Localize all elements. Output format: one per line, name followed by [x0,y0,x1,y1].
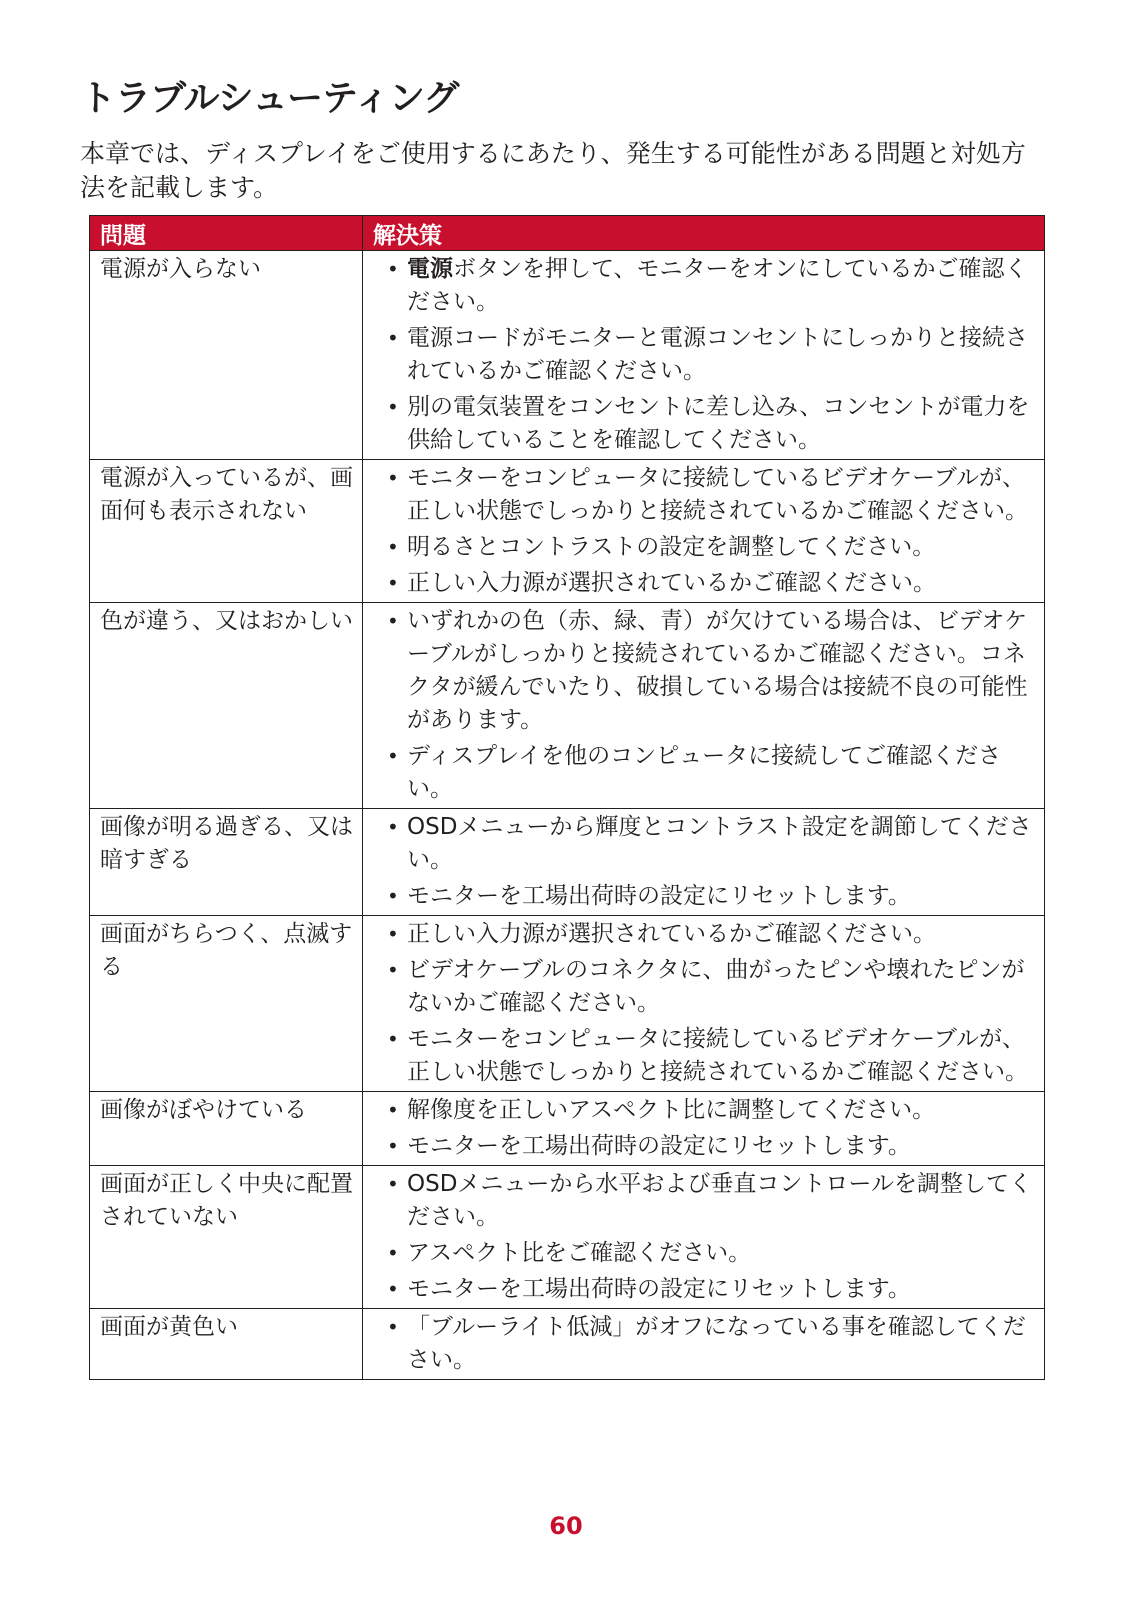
solution-text: モニターを工場出荷時の設定にリセットします。 [407,1276,911,1302]
solution-item [381,1023,1038,1089]
solution-emphasis: 電源 [407,256,453,282]
problem-text: 画面が正しく中央に配置されていない [100,1171,353,1230]
bullet-icon: • [387,744,399,768]
solution-list [373,1168,1038,1306]
bullet-icon: • [387,1315,399,1339]
solution-text: ボタンを押して、モニターをオンにしているかご確認ください。 [407,256,1028,315]
bullet-icon: • [387,571,399,595]
bullet-icon: • [387,884,399,908]
solution-item [381,811,1038,877]
solution-text: モニターを工場出荷時の設定にリセットします。 [407,1133,911,1159]
bullet-icon: • [387,1027,399,1051]
solution-list [373,253,1038,457]
table-row [90,251,1045,460]
solution-item [381,253,1038,319]
bullet-icon: • [387,815,399,839]
problem-text: 画面が黄色い [100,1314,238,1340]
solution-list [373,605,1038,806]
solution-list [373,1311,1038,1377]
solution-list [373,1094,1038,1163]
solution-text: ディスプレイを他のコンピュータに接続してご確認ください。 [407,743,1002,802]
solution-text: 正しい入力源が選択されているかご確認ください。 [407,570,936,596]
solution-cell [363,1092,1045,1166]
solution-text: 明るさとコントラストの設定を調整してください。 [407,534,936,560]
table-row [90,1166,1045,1309]
solution-item [381,605,1038,737]
bullet-icon: • [387,922,399,946]
solution-text: モニターを工場出荷時の設定にリセットします。 [407,883,911,909]
table-row [90,809,1045,916]
solution-item [381,1273,1038,1306]
intro-paragraph: 本章では、ディスプレイをご使用するにあたり、発生する可能性がある問題と対処方法を記載します。 [80,139,1026,202]
table-row [90,603,1045,809]
bullet-icon: • [387,1098,399,1122]
bullet-icon: • [387,1134,399,1158]
solution-list [373,462,1038,600]
problem-cell [90,251,363,460]
page-number: 60 [549,1512,583,1540]
solution-cell [363,809,1045,916]
problem-text: 電源が入っているが、画面何も表示されない [100,465,353,524]
solution-text: 別の電気装置をコンセントに差し込み、コンセントが電力を供給していることを確認してください。 [407,394,1030,453]
table-row [90,1309,1045,1380]
bullet-icon: • [387,958,399,982]
header-problem: 問題 [90,216,363,251]
solution-cell [363,460,1045,603]
problem-cell [90,1309,363,1380]
bullet-icon: • [387,1277,399,1301]
problem-cell [90,916,363,1092]
page-title: トラブルシューティング [80,78,459,119]
solution-item [381,531,1038,564]
solution-cell [363,1309,1045,1380]
solution-item [381,918,1038,951]
solution-text: アスペクト比をご確認ください。 [407,1240,752,1266]
solution-text: 電源コードがモニターと電源コンセントにしっかりと接続されているかご確認ください。 [407,325,1028,384]
solution-item [381,1130,1038,1163]
solution-item [381,954,1038,1020]
solution-text: ビデオケーブルのコネクタに、曲がったピンや壊れたピンがないかご確認ください。 [407,957,1025,1016]
table-row [90,1092,1045,1166]
problem-cell [90,809,363,916]
problem-text: 色が違う、又はおかしい [100,608,353,634]
bullet-icon: • [387,257,399,281]
solution-item [381,1094,1038,1127]
solution-item [381,322,1038,388]
solution-list [373,811,1038,913]
troubleshooting-table [89,215,1045,1380]
solution-text: OSDメニューから輝度とコントラスト設定を調節してください。 [407,814,1032,873]
solution-text: モニターをコンピュータに接続しているビデオケーブルが、正しい状態でしっかりと接続されているかご確認ください。 [407,465,1028,524]
solution-text: モニターをコンピュータに接続しているビデオケーブルが、正しい状態でしっかりと接続されているかご確認ください。 [407,1026,1028,1085]
problem-text: 画面がちらつく、点滅する [100,921,353,980]
solution-item [381,740,1038,806]
bullet-icon: • [387,395,399,419]
bullet-icon: • [387,609,399,633]
bullet-icon: • [387,1241,399,1265]
solution-cell [363,1166,1045,1309]
solution-text: 「ブルーライト低減」がオフになっている事を確認してください。 [407,1314,1026,1373]
solution-cell [363,603,1045,809]
header-solution: 解決策 [363,216,1045,251]
solution-cell [363,251,1045,460]
bullet-icon: • [387,466,399,490]
solution-text: 正しい入力源が選択されているかご確認ください。 [407,921,936,947]
solution-text: 解像度を正しいアスペクト比に調整してください。 [407,1097,936,1123]
solution-list [373,918,1038,1089]
problem-text: 電源が入らない [100,256,261,282]
solution-item [381,880,1038,913]
solution-cell [363,916,1045,1092]
solution-item [381,1168,1038,1234]
bullet-icon: • [387,535,399,559]
table-row [90,916,1045,1092]
solution-text: いずれかの色（赤、緑、青）が欠けている場合は、ビデオケーブルがしっかりと接続されているかご確認ください。コネクタが緩んでいたり、破損している場合は接続不良の可能性があります。 [407,608,1028,733]
solution-item [381,1237,1038,1270]
problem-cell [90,1092,363,1166]
solution-item [381,391,1038,457]
bullet-icon: • [387,326,399,350]
problem-cell [90,603,363,809]
solution-text: OSDメニューから水平および垂直コントロールを調整してください。 [407,1171,1032,1230]
solution-item [381,1311,1038,1377]
table-row [90,460,1045,603]
table-header-row [90,216,1045,251]
problem-text: 画像がぼやけている [100,1097,307,1123]
solution-item [381,567,1038,600]
problem-text: 画像が明る過ぎる、又は暗すぎる [100,814,353,873]
problem-cell [90,1166,363,1309]
problem-cell [90,460,363,603]
solution-item [381,462,1038,528]
bullet-icon: • [387,1172,399,1196]
